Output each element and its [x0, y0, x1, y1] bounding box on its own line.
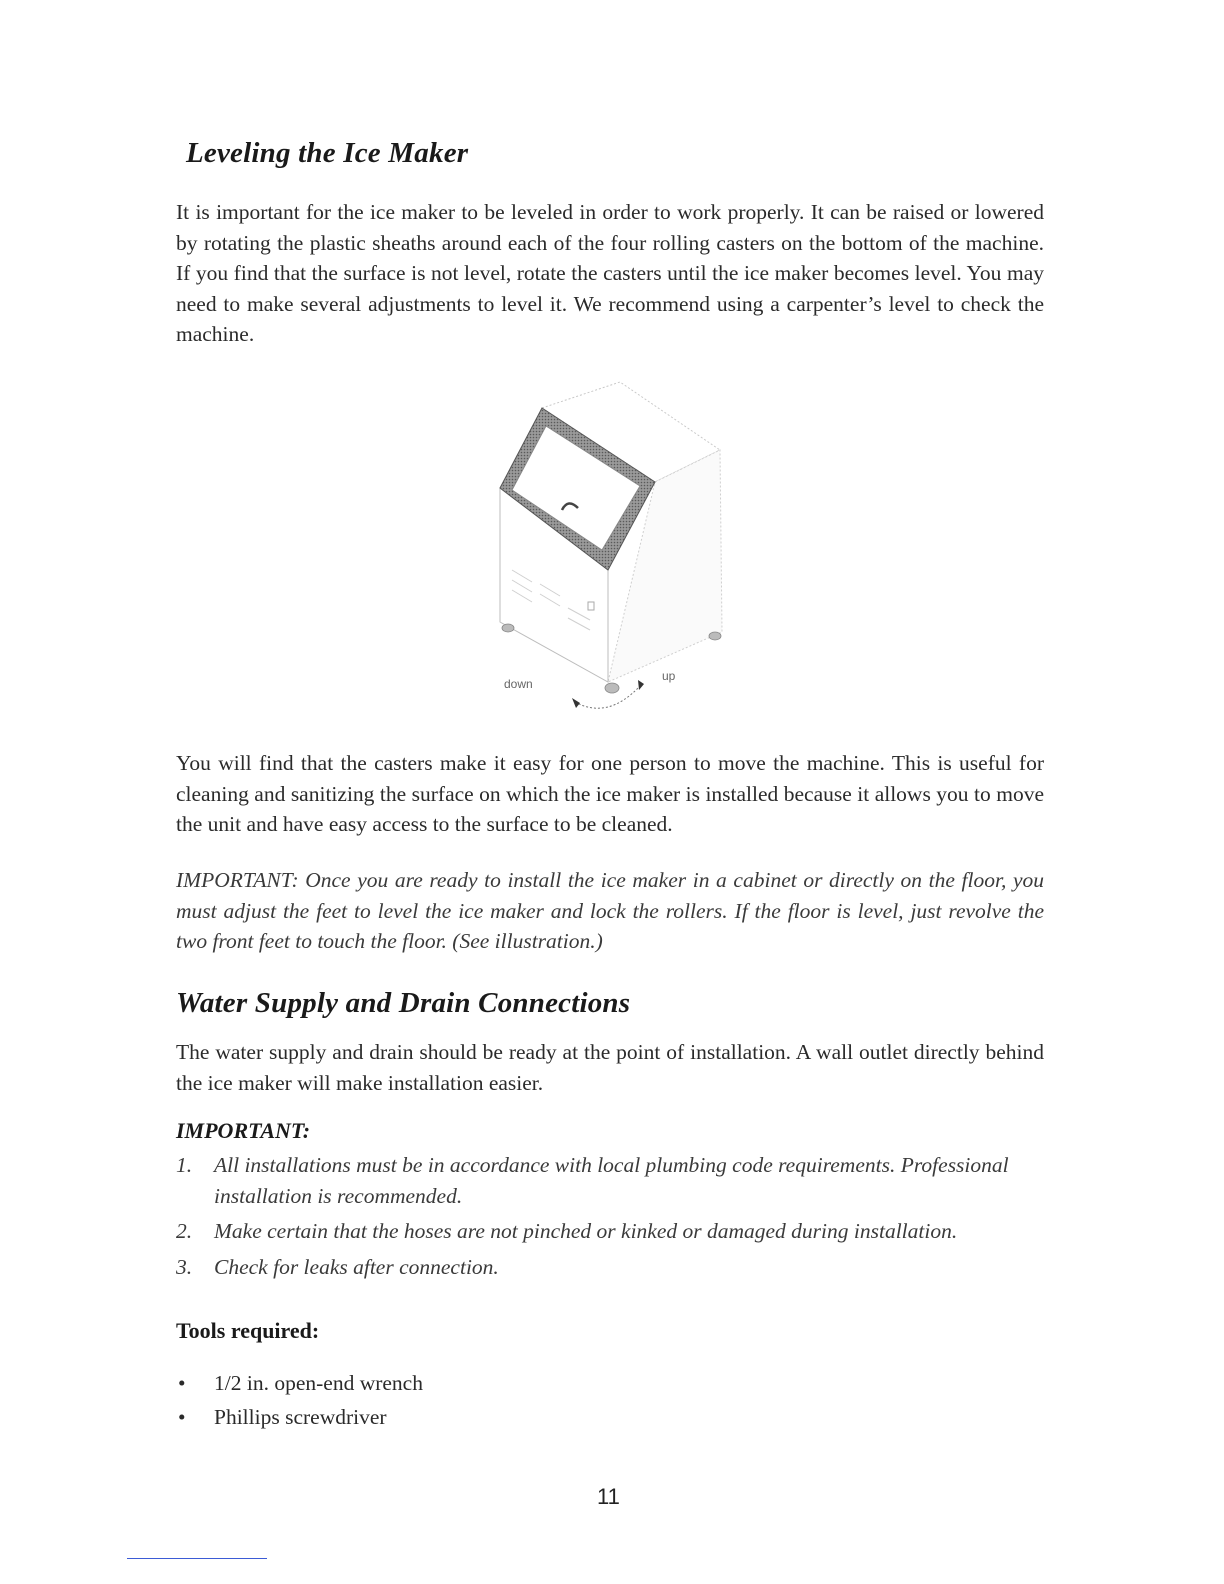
casters-paragraph: You will find that the casters make it easy for one person to move the machine. This is useful for cleaning and sanitizing the surface on which the ice maker is installed because it allows you to move the unit and have easy access to the surface to be cleaned.: [176, 751, 1044, 837]
footer-rule: [127, 1558, 267, 1559]
label-down: down: [504, 677, 533, 691]
list-text: Make certain that the hoses are not pinched or kinked or damaged during installation.: [214, 1219, 958, 1244]
tool-text: Phillips screwdriver: [214, 1405, 387, 1429]
important-list: [176, 1150, 1046, 1287]
page-number: 11: [597, 1484, 620, 1509]
important-item: [176, 1216, 1046, 1247]
tools-list: [176, 1366, 423, 1434]
arrow-down-icon: [572, 698, 580, 708]
list-number: 3.: [176, 1254, 193, 1279]
section-title-water-supply: Water Supply and Drain Connections: [176, 987, 631, 1019]
list-number: 1.: [176, 1153, 193, 1177]
leveling-paragraph: It is important for the ice maker to be leveled in order to work properly. It can be raised or lowered by rotating the plastic sheaths around each of the four rolling casters on the bottom of the machine. If you find that the surface is not level, rotate the casters until the ice maker becomes level. You may need to make several adjustments to level it. We recommend using a carpenter’s level to check the machine.: [176, 200, 1044, 347]
list-text: Check for leaks after connection.: [214, 1254, 499, 1279]
tool-item: [176, 1400, 423, 1434]
tool-item: [176, 1366, 423, 1400]
tools-required-label: Tools required:: [176, 1318, 320, 1343]
water-supply-paragraph: The water supply and drain should be ready at the point of installation. A wall outlet directly behind the ice maker will make installation easier.: [176, 1040, 1044, 1095]
section-title-leveling: Leveling the Ice Maker: [186, 137, 469, 169]
list-number: 2.: [176, 1219, 193, 1244]
tool-text: 1/2 in. open-end wrench: [214, 1371, 423, 1395]
important-item: [176, 1150, 1046, 1211]
important-label: IMPORTANT:: [176, 1118, 311, 1143]
important-leveling-note: IMPORTANT: Once you are ready to install the ice maker in a cabinet or directly on the floor, you must adjust the feet to level the ice maker and lock the rollers. If the floor is level, just revolve the two front feet to touch the floor. (See illustration.): [176, 868, 1044, 954]
ice-maker-illustration: [490, 370, 740, 720]
bullet-icon: •: [178, 1371, 186, 1395]
bullet-icon: •: [178, 1405, 186, 1429]
important-item: [176, 1252, 1046, 1283]
arrow-up-icon: [638, 680, 644, 690]
list-text: All installations must be in accordance with local plumbing code requirements. Professional installation is recommended.: [214, 1153, 1009, 1208]
label-up: up: [662, 669, 676, 683]
